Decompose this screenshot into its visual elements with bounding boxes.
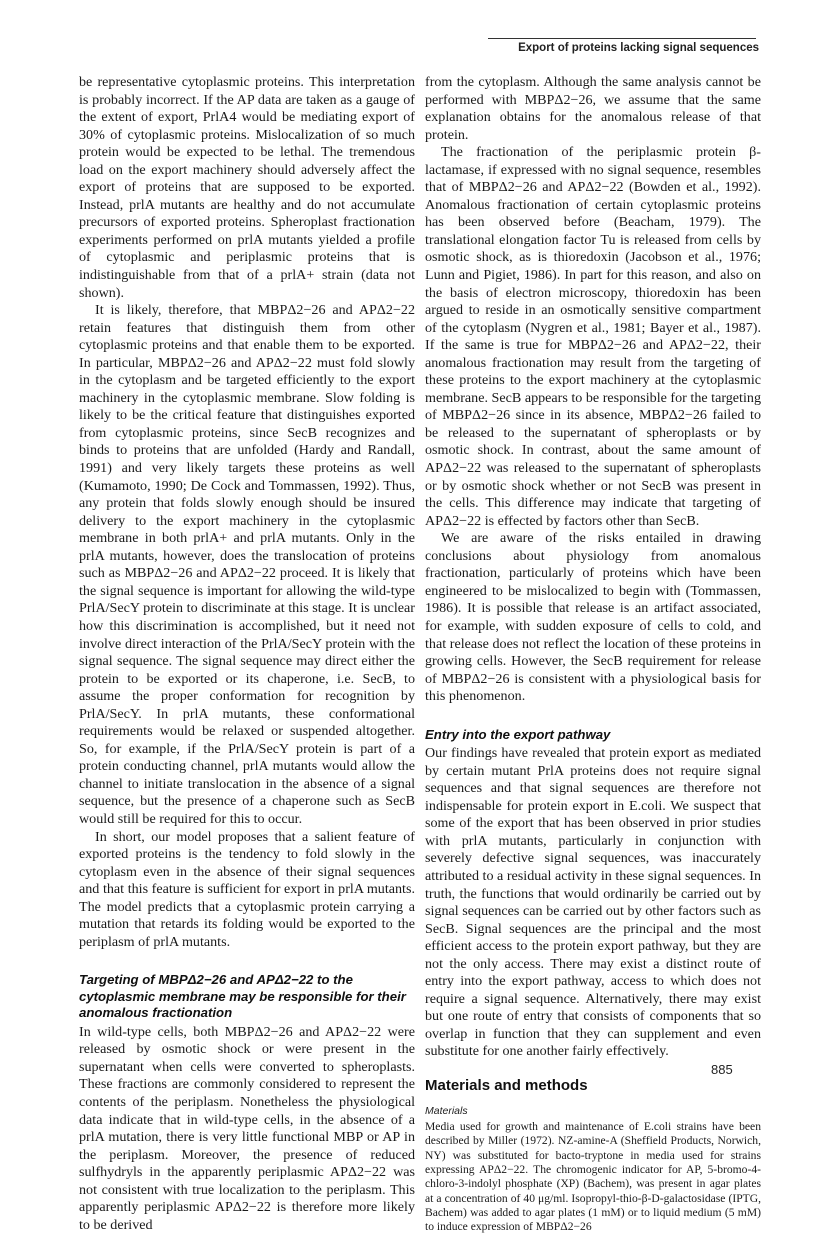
paragraph: Media used for growth and maintenance of E.coli strains have been described by Miller (1972). NZ-amine-A (Sheffield Products, Norwich, NY) was substituted for bacto-tryptone in media used for strains expressing APΔ2−22. The chromogenic indicator for AP, 5-bromo-4-chloro-3-indolyl phosphate (XP) (Bachem), was present in agar plates at a concentration of 40 μg/ml. Isopropyl-thio-β-D-galactosidase (IPTG, Bachem) was added to agar plates (1 mM) or to liquid medium (5 mM) to induce expression of MBPΔ2−26 bbox=[425, 1120, 761, 1234]
left-column bbox=[79, 74, 415, 1234]
paragraph: In wild-type cells, both MBPΔ2−26 and APΔ2−22 were released by osmotic shock or were present in the supernatant when cells were converted to spheroplasts. These fractions are commonly considered to represent the contents of the periplasm. Nonetheless the physiological data indicate that in wild-type cells, in the absence of a prlA mutation, there is very little functional MBP or AP in the periplasm. Moreover, the presence of reduced sulfhydryls in the apparently periplasmic APΔ2−22 was not consistent with true localization to the periplasm. This apparently periplasmic APΔ2−22 is therefore more likely to be derived bbox=[79, 1023, 415, 1233]
right-column bbox=[425, 74, 761, 1234]
subsection-heading: Entry into the export pathway bbox=[425, 726, 611, 742]
paragraph: In short, our model proposes that a salient feature of exported proteins is the tendency to fold slowly in the cytoplasm even in the absence of their signal sequences and that this feature is sufficient for export in prlA mutants. The model predicts that a cytoplasmic protein carrying a mutation that retards its folding would be exported to the periplasm of prlA mutants. bbox=[79, 828, 415, 950]
paragraph: We are aware of the risks entailed in drawing conclusions about physiology from anomalous fractionation, particularly of proteins which have been engineered to be mislocalized to begin with (Tommassen, 1986). It is possible that release is an artifact associated, for example, with sudden exposure of cells to cold, and that release does not reflect the location of these proteins in growing cells. However, the SecB requirement for release of MBPΔ2−26 is consistent with a physiological basis for this phenomenon. bbox=[425, 530, 761, 705]
paragraph: be representative cytoplasmic proteins. This interpretation is probably incorrect. If the AP data are taken as a gauge of the extent of export, PrlA4 would be mediating export of 30% of cytoplasmic proteins. Mislocalization of so much protein would be expected to be lethal. The tremendous load on the export machinery should adversely affect the export of proteins that are supposed to be exported. Instead, prlA mutants are healthy and do not accumulate precursors of exported proteins. Spheroplast fractionation experiments performed on prlA mutants yielded a profile of cytoplasmic and periplasmic proteins that is indistinguishable from that of a prlA+ strain (data not shown). bbox=[79, 74, 415, 301]
paragraph: Our findings have revealed that protein export as mediated by certain mutant PrlA proteins does not require signal sequences and that signal sequences are therefore not indispensable for protein export in E.coli. We suspect that some of the export that has been observed in prior studies with prlA mutants, particularly in conjunction with severely defective signal sequences, was inaccurately attributed to a residual activity in these signal sequences. In truth, the functions that would ordinarily be carried out by signal sequences can be carried out by other factors such as SecB. Signal sequences are the principal and the most efficient access to the protein export pathway, but they are not the only access. There may exist a distinct route of entry into the export pathway, access to which does not require a signal sequence. Alternatively, there may exist but one route of entry that consists of components that so overlap in function that they can supplement and even substitute for one another fairly effectively. bbox=[425, 745, 761, 1060]
header-rule bbox=[488, 38, 756, 39]
paragraph: The fractionation of the periplasmic protein β-lactamase, if expressed with no signal sequence, resembles that of MBPΔ2−26 and APΔ2−22 (Bowden et al., 1992). Anomalous fractionation of certain cytoplasmic proteins has been observed before (Beacham, 1979). The translational elongation factor Tu is released from cells by osmotic shock, as is thioredoxin (Jacobson et al., 1976; Lunn and Pigiet, 1986). In part for this reason, and also on the basis of electron microscopy, thioredoxin has been argued to reside in an osmotically sensitive compartment of the cytoplasm (Nygren et al., 1981; Bayer et al., 1987). If the same is true for MBPΔ2−26 and APΔ2−22, their anomalous fractionation may result from the targeting of these proteins to the export machinery at the cytoplasmic membrane. SecB appears to be responsible for the targeting of MBPΔ2−26 since in its absence, MBPΔ2−26 failed to be released to the supernatant of spheroplasts or by osmotic shock. In contrast, about the same amount of APΔ2−22 was released to the supernatant of spheroplasts or by osmotic shock whether or not SecB was present in the cells. This difference may indicate that targeting of APΔ2−22 is effected by factors other than SecB. bbox=[425, 144, 761, 529]
minor-heading: Materials bbox=[425, 1105, 468, 1118]
paragraph: It is likely, therefore, that MBPΔ2−26 and APΔ2−22 retain features that distinguish them from other cytoplasmic proteins and that enable them to be exported. In particular, MBPΔ2−26 and APΔ2−22 must fold slowly in the cytoplasm and be targeted efficiently to the export machinery in the cytoplasmic membrane. Slow folding is likely to be the critical feature that distinguishes exported from cytoplasmic proteins, since SecB recognizes and binds to proteins that are unfolded (Hardy and Randall, 1991) and very likely targets these proteins as well (Kumamoto, 1990; De Cock and Tommassen, 1992). Thus, any protein that folds slowly enough should be insured delivery to the export machinery in the cytoplasmic membrane in both prlA+ and prlA mutants. Only in the prlA mutants, however, does the translocation of proteins such as MBPΔ2−26 and APΔ2−22 proceed. It is likely that the signal sequence is important for allowing the wild-type PrlA/SecY protein to discriminate at this stage. It is unclear how this discrimination is accomplished, but it need not involve direct interaction of the PrlA/SecY protein with the signal sequence. The signal sequence may direct either the protein to be exported or its chaperone, i.e. SecB, to assume the proper conformation for recognition by PrlA/SecY. In prlA mutants, these conformational requirements would be relaxed or suspended altogether. So, for example, if the PrlA/SecY protein is part of a protein conducting channel, prlA mutants would allow the channel to initiate translocation in the absence of a signal sequence, but the presence of a chaperone such as SecB would still be required for this to occur. bbox=[79, 302, 415, 827]
subsection-heading: Targeting of MBPΔ2−26 and APΔ2−22 to the cytoplasmic membrane may be responsible for their anomalous fractionation bbox=[79, 972, 406, 1021]
page-number: 885 bbox=[711, 1062, 733, 1077]
paragraph: from the cytoplasm. Although the same analysis cannot be performed with MBPΔ2−26, we assume that the same explanation obtains for the anomalous release of that protein. bbox=[425, 74, 761, 143]
section-title: Materials and methods bbox=[425, 1077, 588, 1095]
running-title: Export of proteins lacking signal sequences bbox=[518, 42, 759, 54]
